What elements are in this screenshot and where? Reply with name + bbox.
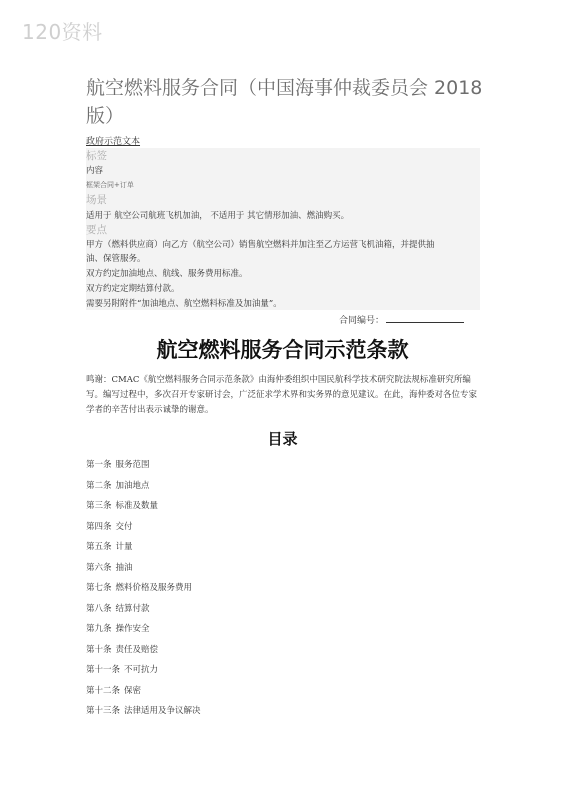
gov-text-link[interactable]: 政府示范文本 — [86, 137, 141, 147]
point-item: 双方约定加油地点、航线、服务费用标准。 — [86, 269, 248, 279]
content-label: 内容 — [86, 166, 104, 176]
toc-item-title: 保密 — [124, 685, 142, 696]
toc-item[interactable] — [86, 684, 205, 705]
toc-item-number: 第二条 — [86, 480, 112, 491]
contract-number-field — [339, 313, 464, 326]
contract-info-box — [86, 148, 480, 310]
toc-item[interactable] — [86, 499, 205, 520]
point-item: 油、保管服务。 — [86, 254, 146, 264]
point-item: 双方约定定期结算付款。 — [86, 284, 180, 294]
toc-item-number: 第十二条 — [86, 685, 121, 696]
toc-item-title: 计量 — [115, 542, 133, 552]
toc-title: 目录 — [267, 430, 298, 448]
point-item: 需要另附附件“加油地点、航空燃料标准及加油量”。 — [86, 299, 282, 309]
acknowledgement-paragraph: 鸣谢：CMAC《航空燃料服务合同示范条款》由海仲委组织中国民航科学技术研究院法规标准研究所编写。编写过程中，多次召开专家研讨会，广泛征求学术界和实务界的意见建议。在此，海仲委对各位专家学者的辛苦付出表示诚挚的谢意。 — [86, 375, 478, 415]
toc-item-number: 第十条 — [86, 644, 112, 655]
toc-item-number: 第九条 — [86, 624, 112, 634]
toc-item-title: 不可抗力 — [124, 665, 159, 675]
toc-item-title: 操作安全 — [115, 624, 150, 634]
content-value: 框架合同+订单 — [86, 181, 134, 189]
toc-item-number: 第四条 — [86, 521, 112, 532]
main-title: 航空燃料服务合同示范条款 — [156, 338, 409, 362]
scenario-text: 适用于 航空公司航班飞机加油， 不适用于 其它情形加油、燃油购买。 — [86, 211, 350, 221]
toc-item[interactable] — [86, 622, 205, 643]
watermark-logo: 120资料 — [22, 20, 103, 44]
toc-item-number: 第一条 — [86, 460, 112, 470]
toc-item-title: 标准及数量 — [115, 501, 159, 511]
tag-label: 标签 — [86, 150, 107, 162]
toc-item[interactable] — [86, 520, 205, 541]
table-of-contents — [86, 458, 205, 725]
points-label: 要点 — [86, 224, 107, 236]
toc-item-title: 交付 — [115, 521, 133, 532]
contract-number-label: 合同编号： — [339, 316, 385, 326]
toc-item-title: 结算付款 — [115, 603, 150, 614]
toc-item[interactable] — [86, 581, 205, 602]
toc-item[interactable] — [86, 540, 205, 561]
document-title: 航空燃料服务合同（中国海事仲裁委员会 2018 版） — [86, 77, 483, 127]
toc-item[interactable] — [86, 561, 205, 582]
toc-item-title: 服务范围 — [115, 460, 150, 470]
toc-item-number: 第十三条 — [86, 706, 121, 716]
contract-number-blank — [386, 313, 464, 323]
toc-item-number: 第三条 — [86, 501, 112, 511]
toc-item-title: 燃料价格及服务费用 — [115, 583, 193, 593]
toc-item-number: 第六条 — [86, 562, 112, 573]
toc-item-title: 加油地点 — [115, 480, 150, 491]
toc-item-title: 法律适用及争议解决 — [124, 706, 201, 716]
toc-item[interactable] — [86, 602, 205, 623]
toc-item[interactable] — [86, 479, 205, 500]
toc-item-number: 第五条 — [86, 542, 112, 552]
toc-item[interactable] — [86, 458, 205, 479]
toc-item-number: 第七条 — [86, 583, 112, 593]
toc-item-number: 第八条 — [86, 603, 112, 614]
toc-item[interactable] — [86, 643, 205, 664]
toc-item[interactable] — [86, 704, 205, 725]
point-item: 甲方（燃料供应商）向乙方（航空公司）销售航空燃料并加注至乙方运营飞机油箱，并提供抽 — [86, 240, 435, 250]
toc-item-title: 抽油 — [115, 562, 133, 573]
scenario-label: 场景 — [86, 194, 107, 206]
toc-item[interactable] — [86, 663, 205, 684]
toc-item-number: 第十一条 — [86, 665, 121, 675]
toc-item-title: 责任及赔偿 — [115, 644, 159, 655]
